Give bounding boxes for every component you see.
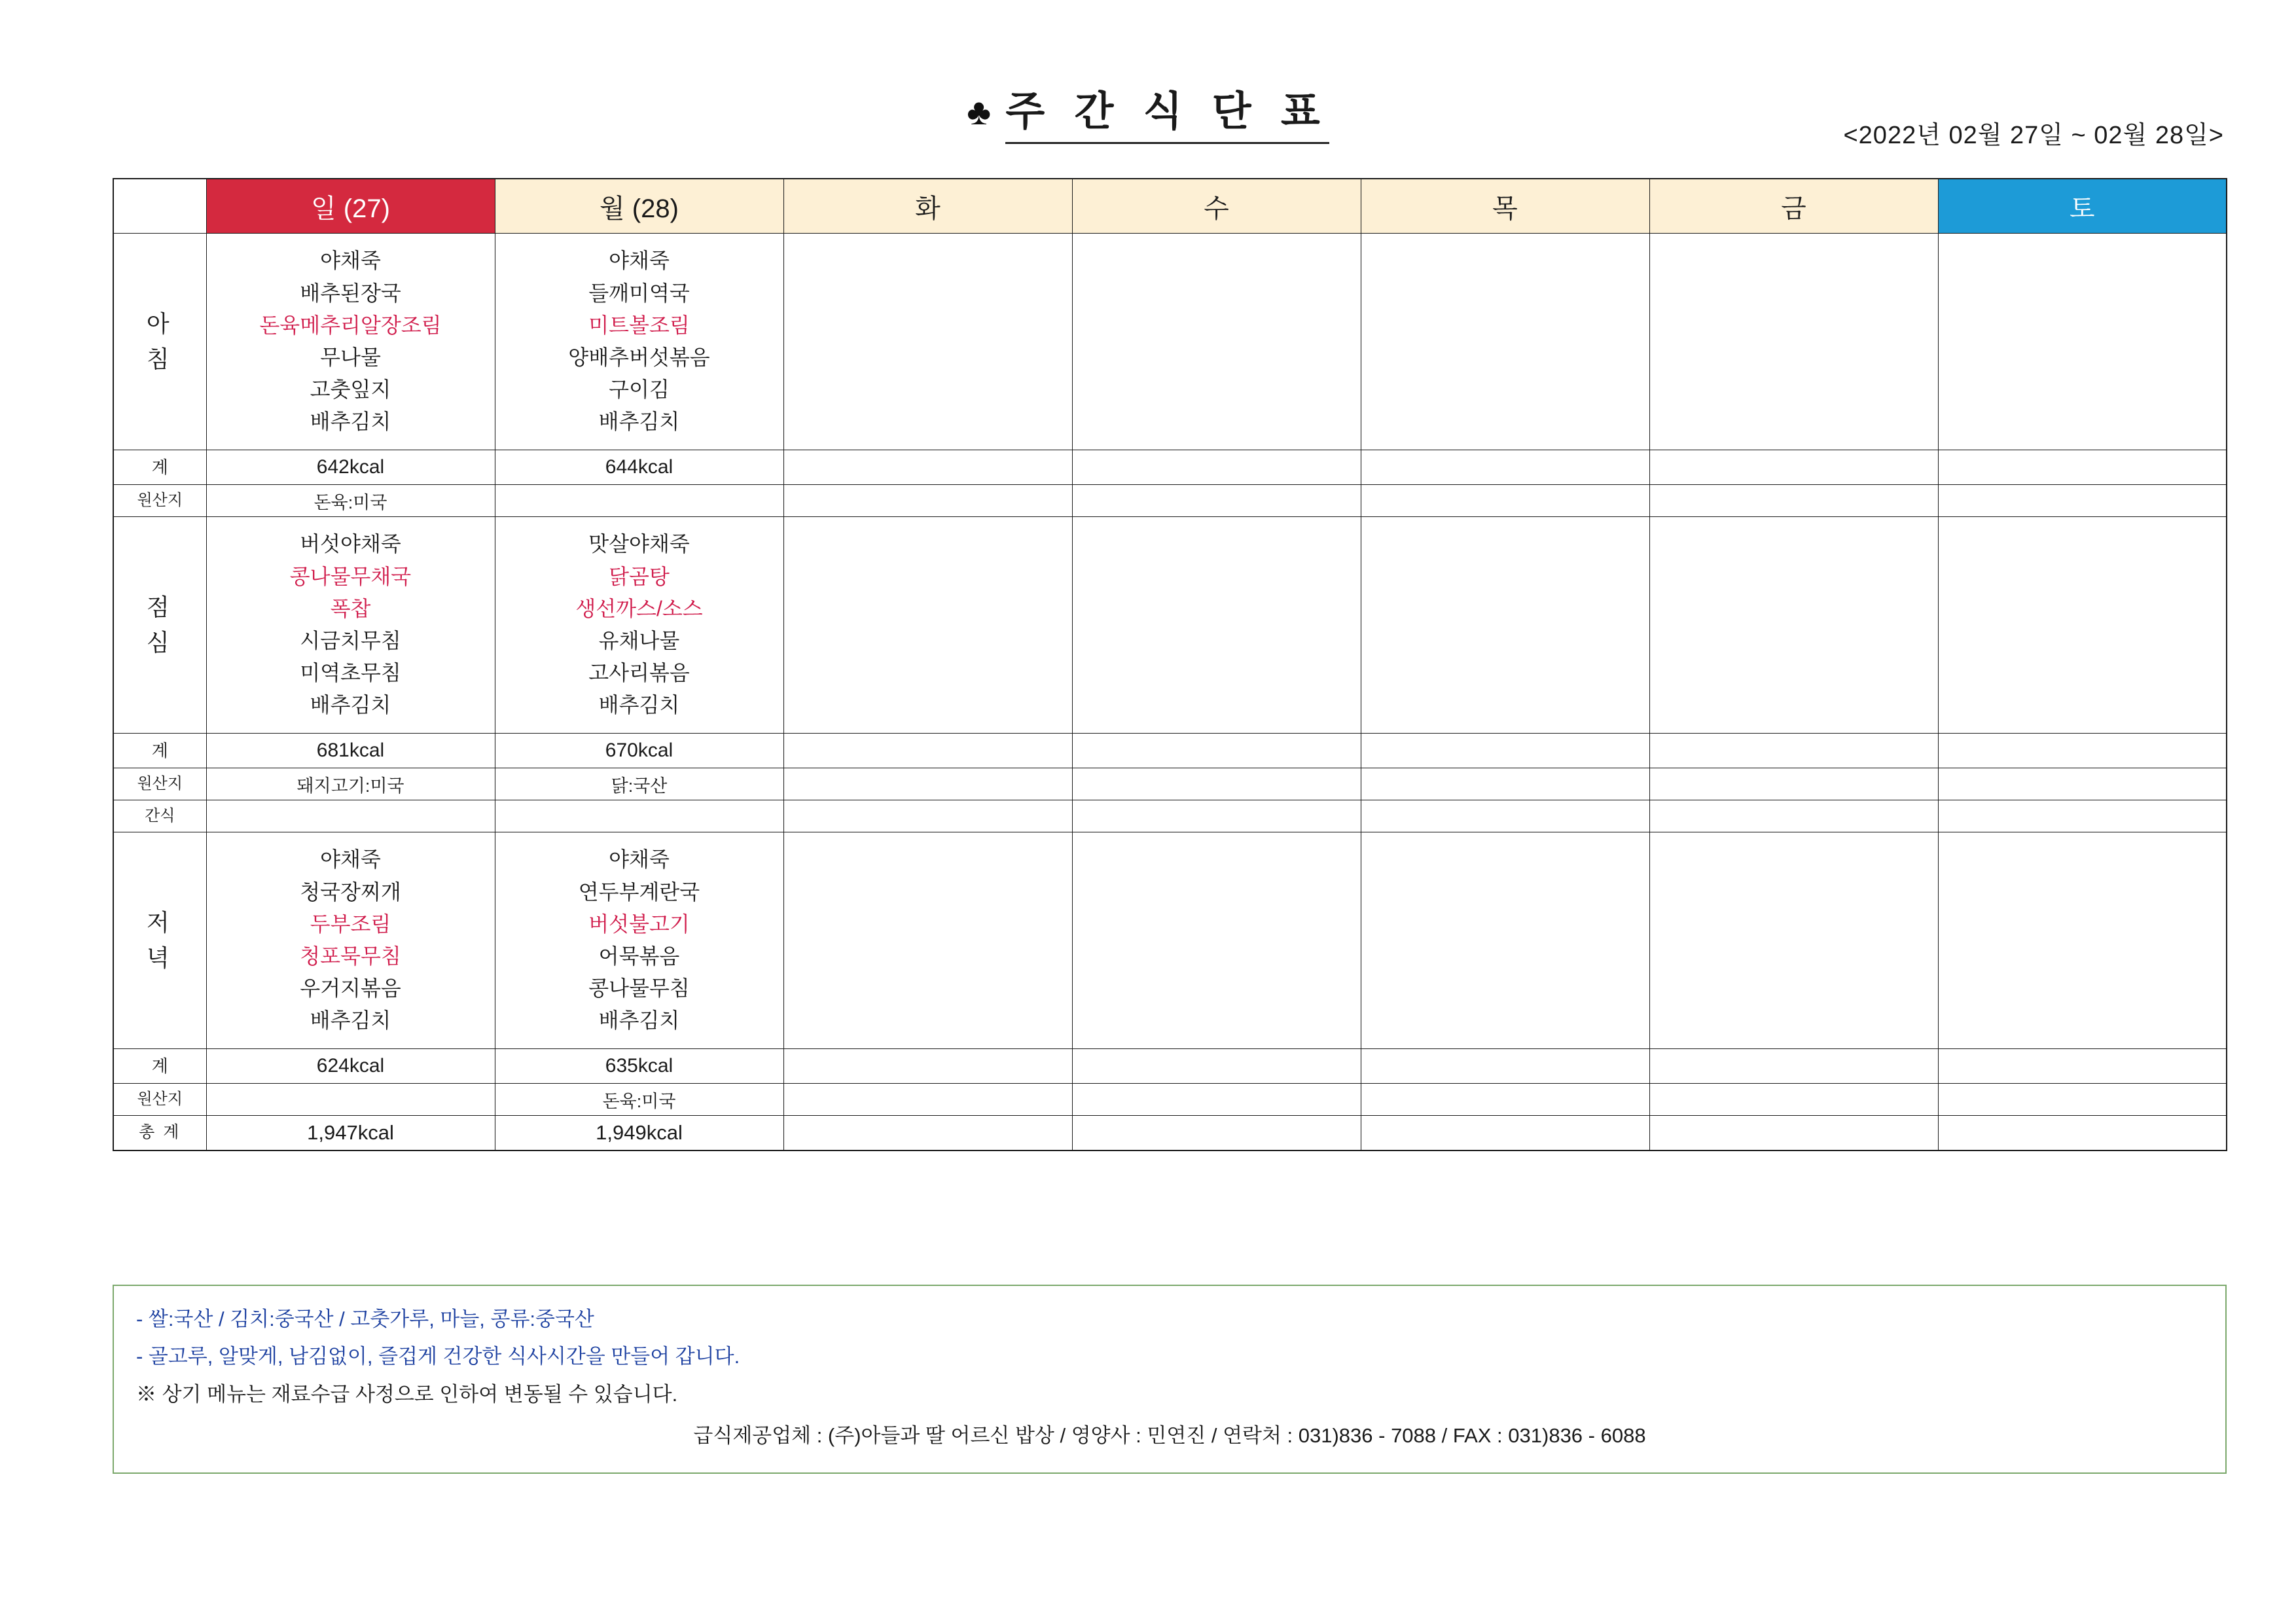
menu-item: 돈육메추리알장조림 [259, 313, 442, 337]
cell-dinner-wed [1072, 832, 1361, 1049]
menu-item: 들깨미역국 [588, 281, 690, 305]
row-total [113, 1116, 2227, 1151]
note-disclaimer-line: ※ 상기 메뉴는 재료수급 사정으로 인하여 변동될 수 있습니다. [136, 1382, 678, 1406]
row-label-kcal-dinner: 계 [113, 1049, 206, 1084]
cell-snack-wed [1072, 800, 1361, 832]
menu-item: 양배추버섯볶음 [568, 346, 710, 369]
cell-lunch-kcal-thu [1361, 734, 1649, 768]
cell-snack-thu [1361, 800, 1649, 832]
menu-item: 무나물 [320, 346, 381, 369]
cell-lunch-wed [1072, 517, 1361, 734]
cell-lunch-origin-sun: 돼지고기:미국 [206, 768, 495, 800]
footer-notes [113, 1285, 2227, 1474]
menu-item: 버섯야채죽 [300, 532, 401, 556]
cell-total-wed [1072, 1116, 1361, 1151]
cell-breakfast-kcal-mon: 644kcal [495, 450, 783, 485]
cell-lunch-origin-thu [1361, 768, 1649, 800]
cell-total-thu [1361, 1116, 1649, 1151]
cell-dinner-sat [1938, 832, 2227, 1049]
cell-dinner-kcal-sun: 624kcal [206, 1049, 495, 1084]
row-breakfast [113, 234, 2227, 450]
row-label-breakfast-line1: 아 [146, 310, 173, 337]
row-dinner-kcal [113, 1049, 2227, 1084]
cell-dinner-mon [495, 832, 783, 1049]
menu-item: 구이김 [609, 378, 670, 402]
cell-breakfast-kcal-thu [1361, 450, 1649, 485]
row-label-kcal-breakfast: 계 [113, 450, 206, 485]
cell-breakfast-kcal-fri [1649, 450, 1938, 485]
menu-item: 야채죽 [609, 847, 670, 872]
cell-breakfast-origin-tue [783, 485, 1072, 517]
cell-dinner-kcal-wed [1072, 1049, 1361, 1084]
cell-dinner-kcal-fri [1649, 1049, 1938, 1084]
cell-snack-tue [783, 800, 1072, 832]
cell-breakfast-origin-thu [1361, 485, 1649, 517]
menu-item: 미역초무침 [300, 661, 401, 685]
cell-lunch-mon [495, 517, 783, 734]
column-header-fri: 금 [1649, 179, 1938, 234]
row-label-lunch [113, 517, 206, 734]
cell-total-sun: 1,947kcal [206, 1116, 495, 1151]
row-label-dinner-line2: 녁 [146, 944, 173, 971]
cell-dinner-origin-thu [1361, 1084, 1649, 1116]
row-label-origin-lunch: 원산지 [113, 768, 206, 800]
row-label-breakfast-line2: 침 [146, 346, 173, 372]
menu-item: 생선까스/소스 [575, 596, 703, 620]
menu-item: 배추김치 [598, 693, 680, 717]
cell-dinner-origin-sat [1938, 1084, 2227, 1116]
cell-snack-mon [495, 800, 783, 832]
cell-breakfast-origin-wed [1072, 485, 1361, 517]
menu-item: 버섯불고기 [588, 912, 690, 936]
cell-lunch-kcal-sat [1938, 734, 2227, 768]
cell-snack-sun [206, 800, 495, 832]
cell-dinner-kcal-mon: 635kcal [495, 1049, 783, 1084]
cell-total-tue [783, 1116, 1072, 1151]
row-label-lunch-line2: 심 [146, 629, 173, 656]
row-dinner [113, 832, 2227, 1049]
menu-item: 닭곰탕 [609, 564, 670, 588]
cell-dinner-origin-mon: 돈육:미국 [495, 1084, 783, 1116]
row-label-total: 총 계 [113, 1116, 206, 1151]
row-label-origin-breakfast: 원산지 [113, 485, 206, 517]
row-label-origin-dinner: 원산지 [113, 1084, 206, 1116]
cell-dinner-kcal-thu [1361, 1049, 1649, 1084]
cell-dinner-tue [783, 832, 1072, 1049]
cell-dinner-origin-fri [1649, 1084, 1938, 1116]
date-range: <2022년 02월 27일 ~ 02월 28일> [1843, 122, 2224, 149]
cell-dinner-fri [1649, 832, 1938, 1049]
column-header-sat: 토 [1938, 179, 2227, 234]
cell-lunch-tue [783, 517, 1072, 734]
cell-breakfast-tue [783, 234, 1072, 450]
cell-breakfast-kcal-sat [1938, 450, 2227, 485]
row-label-dinner-line1: 저 [146, 909, 173, 936]
cell-lunch-sun [206, 517, 495, 734]
menu-item: 우거지볶음 [300, 976, 401, 1001]
note-message-line: - 골고루, 알맞게, 남김없이, 즐겁게 건강한 식사시간을 만들어 갑니다. [136, 1345, 740, 1368]
cell-breakfast-origin-sun: 돈육:미국 [206, 485, 495, 517]
cell-dinner-thu [1361, 832, 1649, 1049]
cell-total-mon: 1,949kcal [495, 1116, 783, 1151]
row-label-snack: 간식 [113, 800, 206, 832]
menu-table-wrapper [113, 178, 2227, 1151]
cell-breakfast-sun [206, 234, 495, 450]
cell-dinner-origin-tue [783, 1084, 1072, 1116]
cell-dinner-sun [206, 832, 495, 1049]
menu-item: 시금치무침 [300, 629, 401, 652]
menu-item: 배추김치 [310, 410, 391, 434]
row-breakfast-origin [113, 485, 2227, 517]
club-icon: ♣ [967, 90, 991, 132]
row-label-dinner [113, 832, 206, 1049]
menu-item: 콩나물무채국 [289, 564, 412, 588]
cell-lunch-thu [1361, 517, 1649, 734]
menu-item: 청포묵무침 [300, 944, 401, 968]
menu-item: 미트볼조림 [588, 313, 690, 337]
column-header-thu: 목 [1361, 179, 1649, 234]
cell-lunch-kcal-fri [1649, 734, 1938, 768]
cell-snack-fri [1649, 800, 1938, 832]
cell-breakfast-thu [1361, 234, 1649, 450]
row-label-kcal-lunch: 계 [113, 734, 206, 768]
menu-item: 배추김치 [310, 1008, 391, 1033]
menu-item: 야채죽 [609, 249, 670, 273]
column-header-mon: 월 (28) [495, 179, 783, 234]
cell-total-sat [1938, 1116, 2227, 1151]
menu-item: 고춧잎지 [310, 378, 391, 402]
weekly-menu-table [113, 178, 2227, 1151]
menu-item: 야채죽 [320, 249, 381, 273]
cell-snack-sat [1938, 800, 2227, 832]
cell-breakfast-origin-fri [1649, 485, 1938, 517]
menu-item: 콩나물무침 [588, 976, 690, 1001]
cell-breakfast-origin-mon [495, 485, 783, 517]
cell-breakfast-origin-sat [1938, 485, 2227, 517]
column-header-wed: 수 [1072, 179, 1361, 234]
cell-dinner-kcal-tue [783, 1049, 1072, 1084]
menu-item: 고사리볶음 [588, 661, 690, 685]
menu-item: 청국장찌개 [300, 880, 401, 904]
row-lunch-origin [113, 768, 2227, 800]
column-header-tue: 화 [783, 179, 1072, 234]
cell-lunch-kcal-sun: 681kcal [206, 734, 495, 768]
row-lunch [113, 517, 2227, 734]
cell-lunch-origin-fri [1649, 768, 1938, 800]
cell-lunch-origin-tue [783, 768, 1072, 800]
menu-item: 어묵볶음 [598, 944, 680, 968]
menu-item: 연두부계란국 [578, 880, 700, 904]
row-dinner-origin [113, 1084, 2227, 1116]
cell-breakfast-mon [495, 234, 783, 450]
menu-item: 배추김치 [598, 1008, 680, 1033]
menu-item: 폭찹 [330, 596, 371, 620]
row-label-breakfast [113, 234, 206, 450]
note-provider-line: 급식제공업체 : (주)아들과 딸 어르신 밥상 / 영양사 : 민연진 / 연락처 : 031)836 - 7088 / FAX : 031)836 - 6088 [693, 1424, 1646, 1448]
row-label-lunch-line1: 점 [146, 594, 173, 620]
cell-lunch-origin-wed [1072, 768, 1361, 800]
menu-item: 맛살야채죽 [588, 532, 690, 556]
cell-breakfast-wed [1072, 234, 1361, 450]
cell-breakfast-kcal-sun: 642kcal [206, 450, 495, 485]
table-corner-cell [113, 179, 206, 234]
cell-lunch-sat [1938, 517, 2227, 734]
cell-lunch-kcal-tue [783, 734, 1072, 768]
menu-item: 배추된장국 [300, 281, 401, 305]
page-title: 주 간 식 단 표 [1005, 79, 1329, 144]
cell-total-fri [1649, 1116, 1938, 1151]
cell-dinner-kcal-sat [1938, 1049, 2227, 1084]
menu-item: 야채죽 [320, 847, 381, 872]
menu-item: 배추김치 [598, 410, 680, 434]
row-breakfast-kcal [113, 450, 2227, 485]
page-header [0, 0, 2296, 149]
table-header-row [113, 179, 2227, 234]
cell-lunch-origin-mon: 닭:국산 [495, 768, 783, 800]
column-header-sun: 일 (27) [206, 179, 495, 234]
cell-lunch-kcal-mon: 670kcal [495, 734, 783, 768]
cell-breakfast-kcal-tue [783, 450, 1072, 485]
menu-item: 유채나물 [598, 629, 680, 652]
cell-lunch-fri [1649, 517, 1938, 734]
cell-dinner-origin-wed [1072, 1084, 1361, 1116]
note-origin-line: - 쌀:국산 / 김치:중국산 / 고춧가루, 마늘, 콩류:중국산 [136, 1308, 594, 1330]
row-lunch-kcal [113, 734, 2227, 768]
cell-lunch-kcal-wed [1072, 734, 1361, 768]
cell-lunch-origin-sat [1938, 768, 2227, 800]
cell-breakfast-kcal-wed [1072, 450, 1361, 485]
cell-breakfast-fri [1649, 234, 1938, 450]
menu-item: 배추김치 [310, 693, 391, 717]
cell-dinner-origin-sun [206, 1084, 495, 1116]
menu-item: 두부조림 [310, 912, 391, 936]
row-snack [113, 800, 2227, 832]
cell-breakfast-sat [1938, 234, 2227, 450]
